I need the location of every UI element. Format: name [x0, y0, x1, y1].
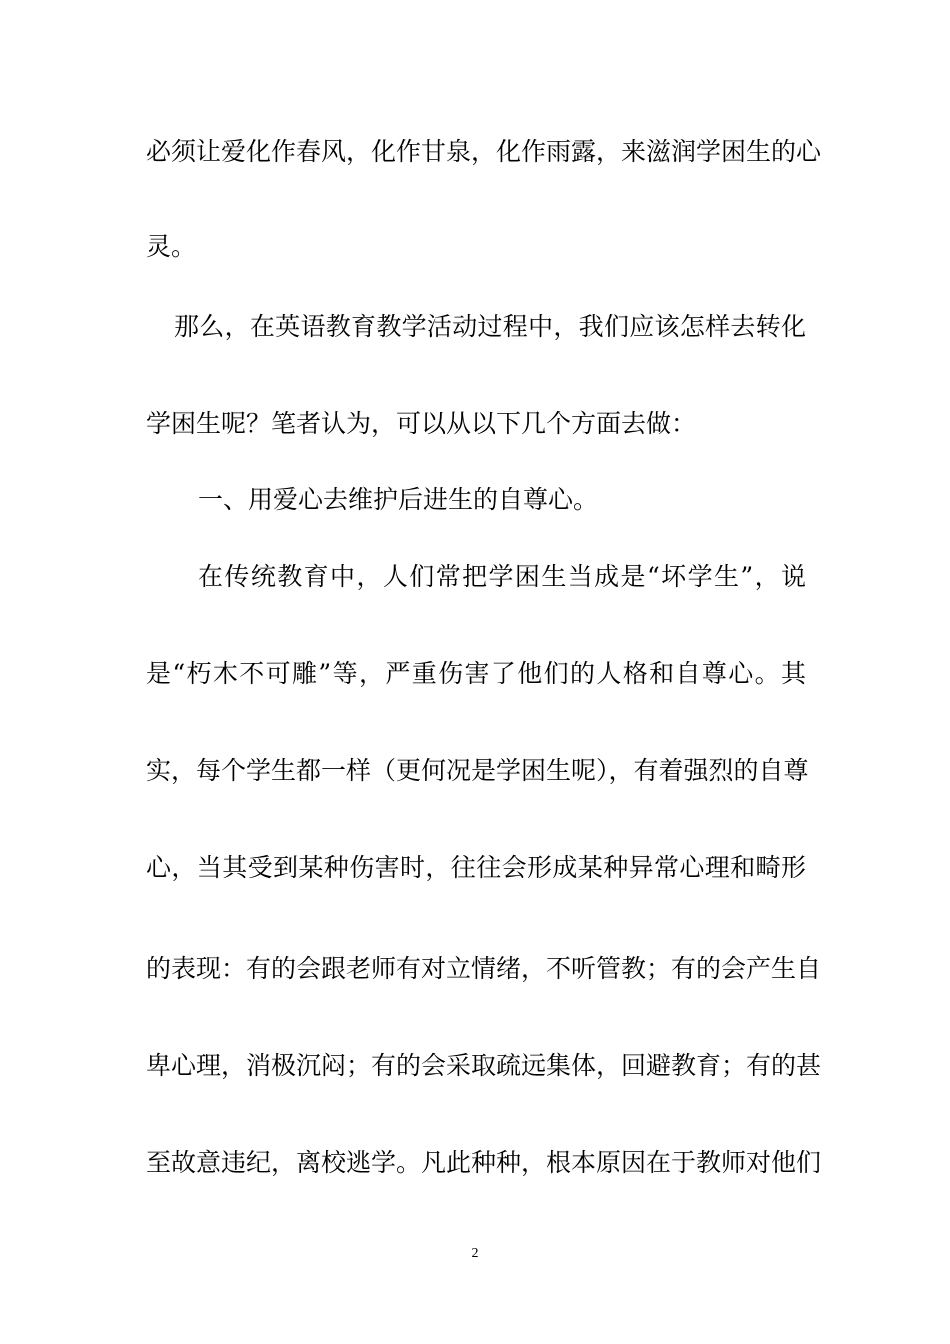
- text-line-7: 是“朽木不可雕”等，严重伤害了他们的人格和自尊心。其: [146, 659, 806, 688]
- text-line-12: 至故意违纪，离校逃学。凡此种种，根本原因在于教师对他们: [146, 1148, 822, 1177]
- text-line-4: 学困生呢？笔者认为，可以从以下几个方面去做：: [146, 409, 697, 438]
- text-line-8: 实，每个学生都一样（更何况是学困生呢），有着强烈的自尊: [146, 756, 809, 785]
- text-line-10: 的表现：有的会跟老师有对立情绪，不听管教；有的会产生自: [146, 954, 822, 983]
- text-line-2: 灵。: [146, 232, 197, 261]
- page-number: 2: [471, 1246, 479, 1261]
- text-line-3: 那么，在英语教育教学活动过程中，我们应该怎样去转化: [174, 312, 806, 341]
- text-line-1: 必须让爱化作春风，化作甘泉，化作雨露，来滋润学困生的心: [146, 137, 822, 166]
- section-heading: 一、用爱心去维护后进生的自尊心。: [198, 485, 599, 514]
- text-line-6: 在传统教育中，人们常把学困生当成是“坏学生”，说: [198, 562, 806, 591]
- text-line-11: 卑心理，消极沉闷；有的会采取疏远集体，回避教育；有的甚: [146, 1051, 822, 1080]
- text-line-9: 心，当其受到某种伤害时，往往会形成某种异常心理和畸形: [146, 853, 806, 882]
